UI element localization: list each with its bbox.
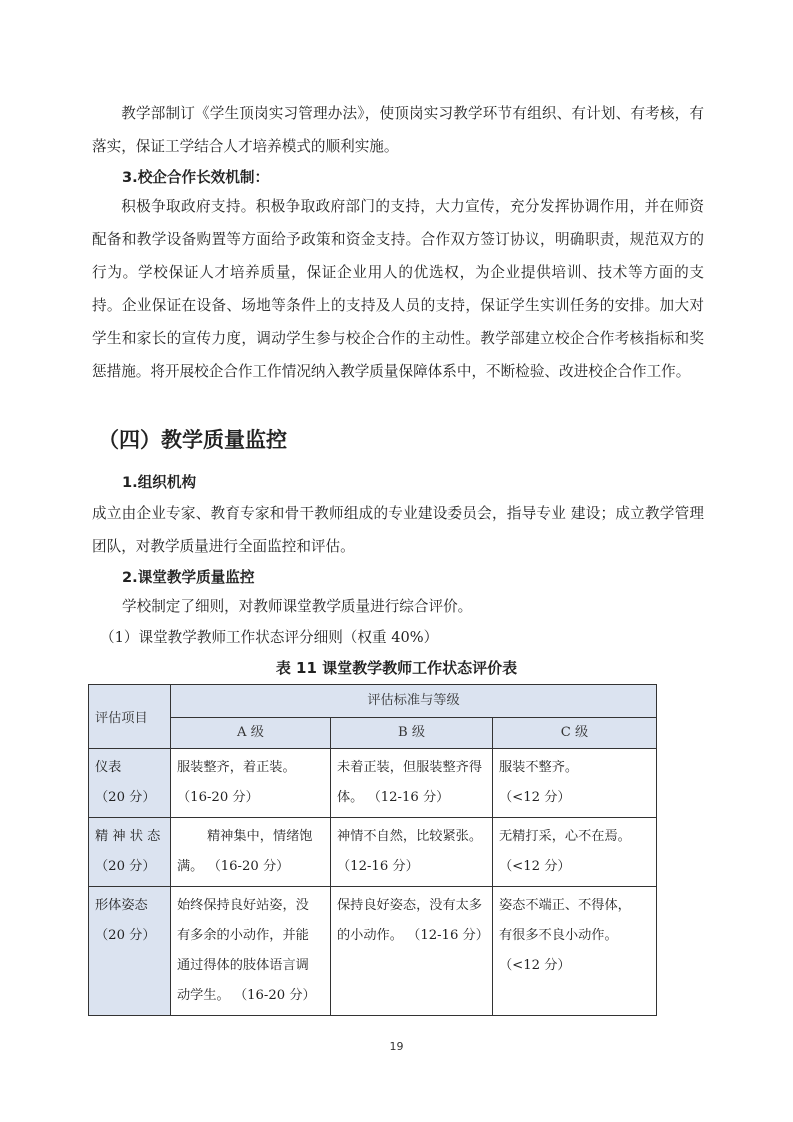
paragraph-scoring-rule: （1）课堂教学教师工作状态评分细则（权重 40%）: [100, 629, 439, 646]
cell-text: 动学生。 （16-20 分）: [177, 988, 316, 1003]
evaluation-table: [88, 684, 657, 1016]
table-row: [89, 887, 657, 1016]
row-score-text: （20 分）: [95, 928, 156, 943]
page-number: 19: [389, 1040, 404, 1053]
cell-c: [493, 749, 657, 818]
cell-text: 满。 （16-20 分）: [177, 859, 290, 874]
table-row: [89, 749, 657, 818]
row-label-spirit: [89, 818, 171, 887]
cell-text: 通过得体的肢体语言调: [177, 958, 309, 973]
cell-text: （12-16 分）: [337, 859, 419, 874]
row-label-text: 精 神 状 态: [95, 829, 161, 844]
cell-b: [331, 749, 493, 818]
cell-text: 有很多不良小动作。: [499, 928, 618, 943]
section-title-quality-monitoring: （四）教学质量监控: [98, 428, 287, 452]
row-label-text: 仪表: [95, 760, 122, 775]
row-label-posture: [89, 887, 171, 1016]
cell-text: 神情不自然，比较紧张。: [337, 829, 483, 844]
header-item: 评估项目: [89, 685, 171, 749]
cell-b: [331, 818, 493, 887]
cell-text: 无精打采，心不在焉。: [499, 829, 631, 844]
table-caption: 表 11 课堂教学教师工作状态评价表: [275, 659, 518, 677]
header-level-b: B 级: [331, 718, 493, 749]
paragraph-evaluation: 学校制定了细则，对教师课堂教学质量进行综合评价。: [122, 598, 473, 615]
table-row: [89, 818, 657, 887]
cell-a: [171, 818, 331, 887]
paragraph-committee: 成立由企业专家、教育专家和骨干教师组成的专业建设委员会，指导专业 建设；成立教学管理团队，对教学质量进行全面监控和评估。: [92, 505, 704, 555]
cell-a: [171, 749, 331, 818]
cell-c: [493, 887, 657, 1016]
cell-text: 姿态不端正、不得体，: [499, 898, 631, 913]
row-score-text: （20 分）: [95, 859, 156, 874]
header-group: 评估标准与等级: [171, 685, 657, 718]
row-label-appearance: [89, 749, 171, 818]
cell-text: 精神集中，情绪饱: [207, 829, 313, 844]
heading-school-enterprise: 3.校企合作长效机制：: [122, 169, 270, 186]
cell-text: 体。 （12-16 分）: [337, 790, 450, 805]
heading-classroom-quality: 2.课堂教学质量监控: [122, 569, 255, 586]
cell-c: [493, 818, 657, 887]
header-level-c: C 级: [493, 718, 657, 749]
cell-b: [331, 887, 493, 1016]
cell-text: （<12 分）: [499, 958, 571, 973]
cell-text: 服装不整齐。: [499, 760, 579, 775]
cell-text: 服装整齐，着正装。: [177, 760, 296, 775]
cell-text: （16-20 分）: [177, 790, 259, 805]
header-level-a: A 级: [171, 718, 331, 749]
cell-text: 有多余的小动作，并能: [177, 928, 309, 943]
cell-text: 保持良好姿态，没有太多: [337, 898, 483, 913]
cell-text: 的小动作。 （12-16 分）: [337, 928, 489, 943]
paragraph-internship: 教学部制订《学生顶岗实习管理办法》，使顶岗实习教学环节有组织、有计划、有考核，有落实，保证工学结合人才培养模式的顺利实施。: [92, 105, 704, 155]
cell-a: [171, 887, 331, 1016]
cell-text: 始终保持良好站姿，没: [177, 898, 309, 913]
heading-organization: 1.组织机构: [122, 474, 197, 491]
cell-text: （<12 分）: [499, 790, 571, 805]
cell-text: 未着正装，但服装整齐得: [337, 760, 483, 775]
row-label-text: 形体姿态: [95, 898, 148, 913]
paragraph-cooperation: 积极争取政府支持。积极争取政府部门的支持，大力宣传，充分发挥协调作用，并在师资配备和教学设备购置等方面给予政策和资金支持。合作双方签订协议，明确职责，规范双方的行为。学校保证人才培养质量，保证企业用人的优选权，为企业提供培训、技术等方面的支持。企业保证在设备、场地等条件上的支持及人员的支持，保证学生实训任务的安排。加大对学生和家长的宣传力度，调动学生参与校企合作的主动性。教学部建立校企合作考核指标和奖惩措施。将开展校企合作工作情况纳入教学质量保障体系中，不断检验、改进校企合作工作。: [92, 198, 704, 380]
row-score-text: （20 分）: [95, 790, 156, 805]
cell-text: （<12 分）: [499, 859, 571, 874]
